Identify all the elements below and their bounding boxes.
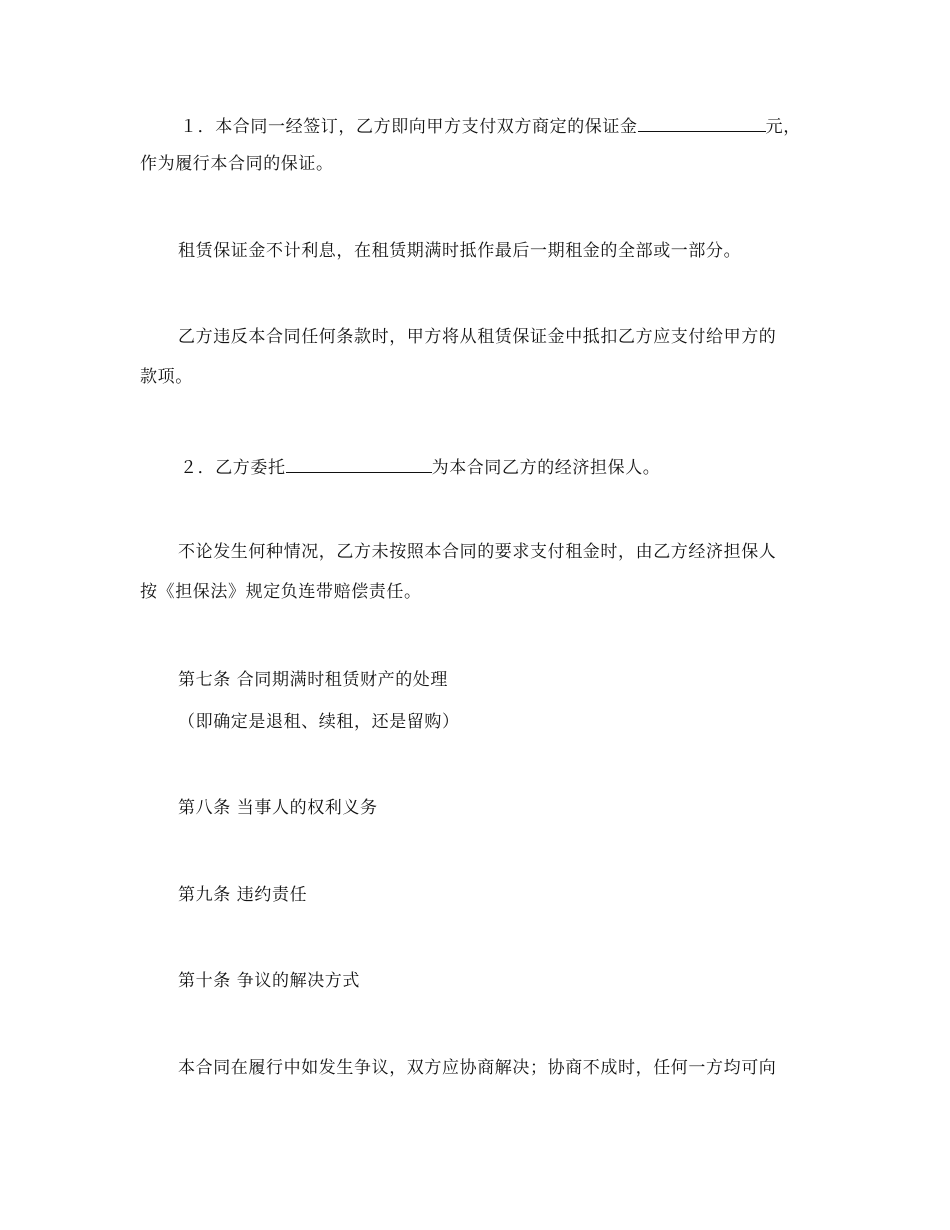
clause-1-text: １．本合同一经签订，乙方即向甲方支付双方商定的保证金 xyxy=(180,117,638,137)
guarantor-liability-line-1: 不论发生何种情况，乙方未按照本合同的要求支付租金时，由乙方经济担保人 xyxy=(178,542,777,562)
article-7-title: 第七条 合同期满时租赁财产的处理 xyxy=(178,670,449,690)
clause-1-line-2: 作为履行本合同的保证。 xyxy=(140,154,334,174)
deposit-deduction-line-1: 乙方违反本合同任何条款时，甲方将从租赁保证金中抵扣乙方应支付给甲方的 xyxy=(178,327,777,347)
guarantor-name-blank xyxy=(286,454,432,473)
deposit-deduction-line-2: 款项。 xyxy=(140,367,193,387)
clause-1-line-1 xyxy=(180,113,801,138)
clause-2-text: ２．乙方委托 xyxy=(180,458,286,478)
deposit-interest-paragraph: 租赁保证金不计利息，在租赁期满时抵作最后一期租金的全部或一部分。 xyxy=(178,241,742,261)
clause-1-unit: 元， xyxy=(765,117,801,137)
clause-2-rest: 为本合同乙方的经济担保人。 xyxy=(431,458,661,478)
guarantor-liability-line-2: 按《担保法》规定负连带赔偿责任。 xyxy=(140,582,422,602)
article-7-note: （即确定是退租、续租，还是留购） xyxy=(178,712,460,732)
article-10-title: 第十条 争议的解决方式 xyxy=(178,971,361,991)
article-9-title: 第九条 违约责任 xyxy=(178,885,308,905)
article-8-title: 第八条 当事人的权利义务 xyxy=(178,798,378,818)
deposit-amount-blank xyxy=(638,113,766,132)
clause-2-line xyxy=(180,454,660,479)
dispute-paragraph-line-1: 本合同在履行中如发生争议，双方应协商解决；协商不成时，任何一方均可向 xyxy=(178,1058,777,1078)
